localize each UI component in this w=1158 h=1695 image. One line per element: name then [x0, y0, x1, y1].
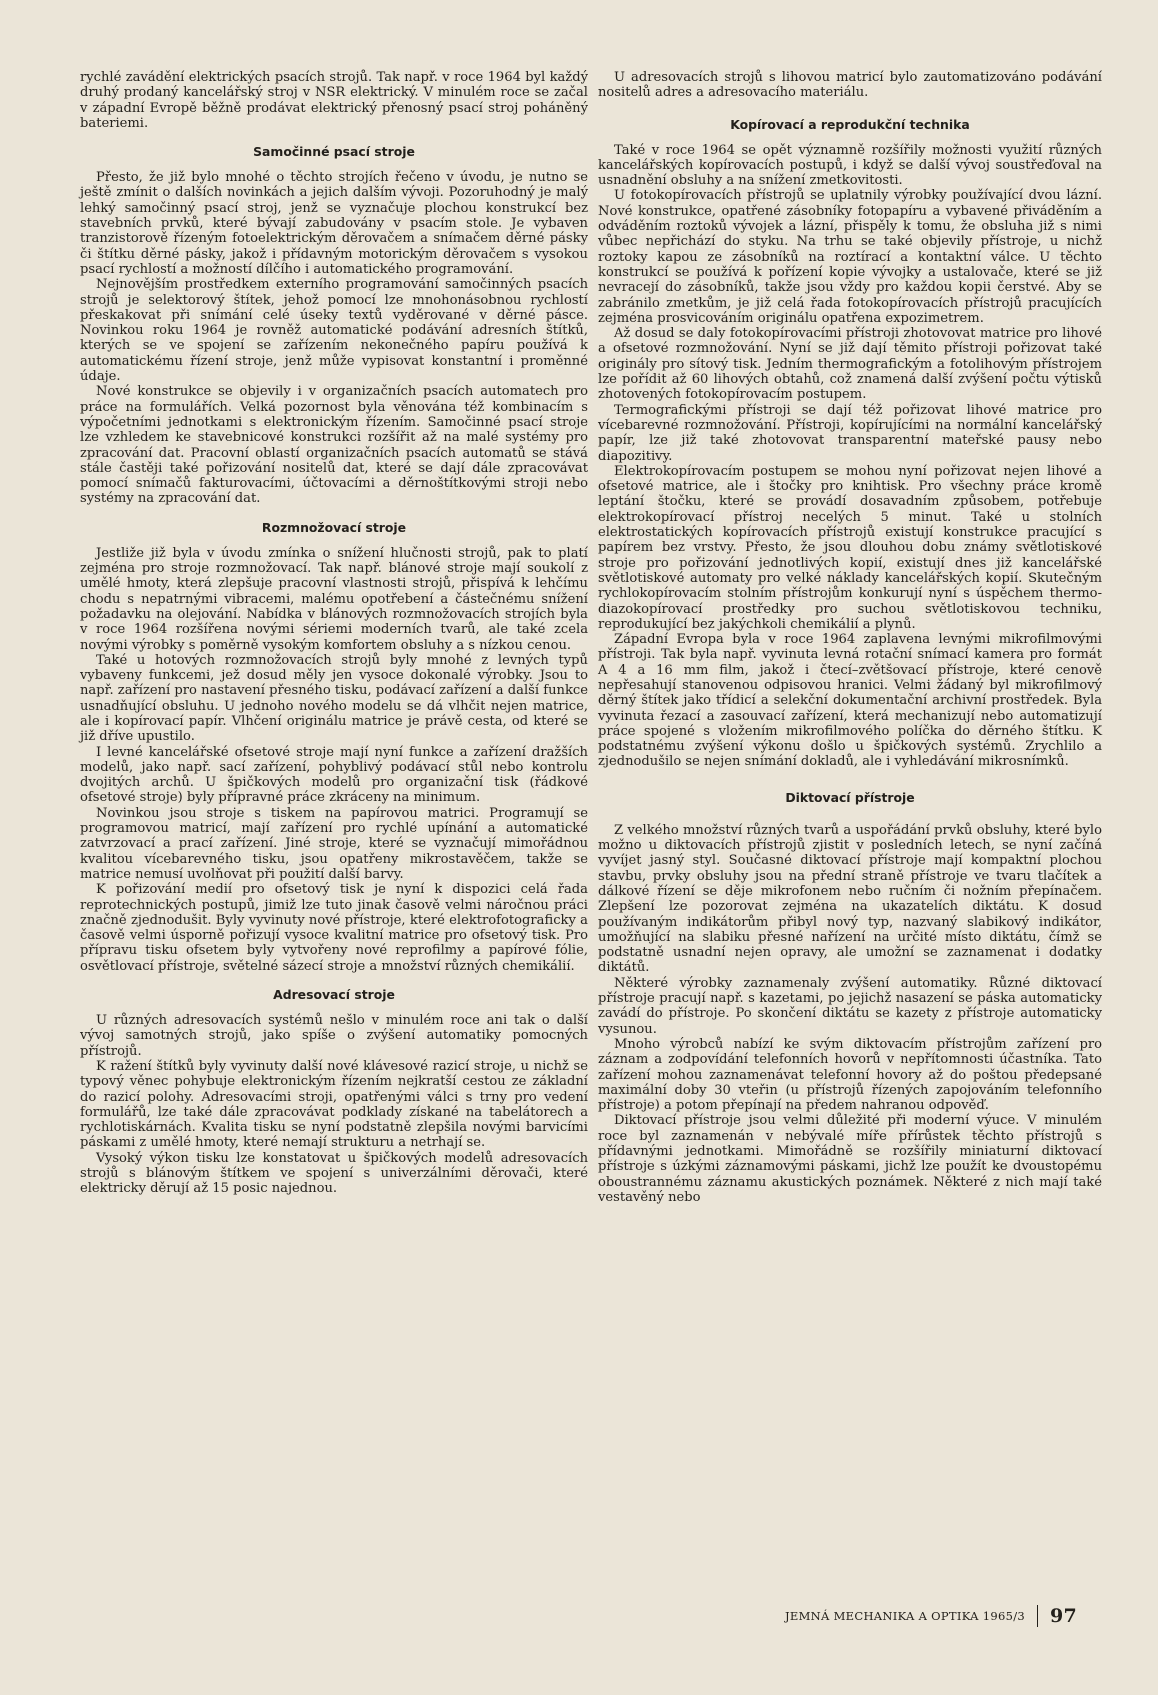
paragraph: Přesto, že již bylo mnohé o těchto strojích řečeno v úvodu, je nutno se ještě zmínit o dalších novinkách a jejich dalším vývoji. Pozoruhodný je malý lehký samočinný psací stroj, jenž se vyznačuje plochou konstrukcí bez stavebních prvků, které bývají zabudovány v psacím stole. Je vybaven tranzistorově řízeným fotoelektrickým děrovačem a snímačem děrné pásky či štítku děrné pásky, jakož i přídavným motorickým děrovačem s vysokou psací rychlostí a možností dílčího i automatického programování.: [80, 170, 588, 277]
footer-divider: [1037, 1605, 1038, 1627]
paragraph: Až dosud se daly fotokopírovacími přístroji zhotovovat matrice pro lihové a ofsetové rozmnožování. Nyní se již dají těmito přístroji pořizovat také originály pro sítový tisk. Jedním thermografickým a fotolihovým přístrojem lze pořídit až 60 lihových obtahů, což znamená další zvýšení počtu výtisků zhotovených fotokopírovacím postupem.: [598, 326, 1102, 403]
section-heading-samocinne: Samočinné psací stroje: [253, 144, 415, 160]
paragraph: U různých adresovacích systémů nešlo v minulém roce ani tak o další vývoj samotných strojů, jako spíše o zvýšení automatiky pomocných přístrojů.: [80, 1013, 588, 1059]
paragraph: Také u hotových rozmnožovacích strojů byly mnohé z levných typů vybaveny funkcemi, jež dosud měly jen vysoce dokonalé výrobky. Jsou to např. zařízení pro nastavení přesného tisku, podávací zařízení a další funkce usnadňující obsluhu. U jednoho nového modelu se dá vlhčit nejen matrice, ale i kopírovací papír. Vlhčení originálu matrice je právě cesta, od které se již dříve upustilo.: [80, 652, 588, 745]
paragraph: I levné kancelářské ofsetové stroje mají nyní funkce a zařízení dražších modelů, jako např. sací zařízení, pohyblivý podávací stůl nebo kontrolu dvojitých archů. U špičkových modelů pro organizační tisk (řádkové ofsetové stroje) byly přípravné práce zkráceny na minimum.: [80, 744, 588, 806]
paragraph: Elektrokopírovacím postupem se mohou nyní pořizovat nejen lihové a ofsetové matrice, ale i štočky pro knihtisk. Pro všechny práce kromě leptání štočku, které se provádí dosavadním způsobem, potřebuje elektrokopírovací přístroj necelých 5 minut. Také u stolních elektrostatických kopírovacích přístrojů existují konstrukce pracující s papírem bez vrstvy. Přesto, že jsou dlouhou dobu známy světlotiskové stroje pro pořizování jednotlivých kopií, existují dnes již kancelářské světlotiskové automaty pro velké náklady kancelářských kopií. Skutečným rychlokopírovacím stolním přístrojům konkurují nyní s úspěchem thermo-diazokopírovací prostředky pro suchou světlotiskovou techniku, reprodukující bez jakýchkoli chemikálií a plynů.: [598, 463, 1102, 632]
paragraph: Jestliže již byla v úvodu zmínka o snížení hlučnosti strojů, pak to platí zejména pro stroje rozmnožovací. Tak např. blánové stroje mají soukolí z umělé hmoty, která zlepšuje pracovní vlastnosti strojů, přispívá k lehčímu chodu s nepatrnými vibracemi, malému opotřebení a částečnému snížení požadavku na olejování. Nabídka v blánových rozmnožovacích strojích byla v roce 1964 rozšířena novými sériemi moderních tvarů, ale také zcela novými výrobky s poměrně vysokým komfortem obsluhy a s nízkou cenou.: [80, 545, 588, 653]
paragraph: Nové konstrukce se objevily i v organizačních psacích automatech pro práce na formulářích. Velká pozornost byla věnována též kombinacím s výpočetními jednotkami s elektronickým řízením. Samočinné psací stroje lze vzhledem ke stavebnicové konstrukci rozšířit až na malé systémy pro zpracování dat. Pracovní oblastí organizačních psacích automatů se stává stále častěji také pořizování nositelů dat, které se dají dále zpracovávat pomocí snímačů fakturovacími, účtovacími a děrnoštítkovými stroji nebo systémy na zpracování dat.: [80, 384, 588, 507]
paragraph: Také v roce 1964 se opět významně rozšířily možnosti využití různých kancelářských kopírovacích postupů, i když se další vývoj soustřeďoval na usnadnění obsluhy a na snížení zmetkovitosti.: [598, 142, 1102, 189]
paragraph: Z velkého množství různých tvarů a uspořádání prvků obsluhy, které bylo možno u diktovacích přístrojů zjistit v posledních letech, se nyní začíná vyvíjet jasný styl. Současné diktovací přístroje mají kompaktní plochou stavbu, prvky obsluhy jsou na přední straně přístroje ve tvaru tlačítek a dálkové řízení se děje mikrofonem nebo ručním či nožním přepínačem. Zlepšení lze pozorovat zejména na ukazatelích diktátu. K dosud používaným indikátorům přibyl nový typ, nazvaný slabikový indikátor, umožňující na slabiku přesné nařízení na určité místo diktátu, čímž se podstatně usnadní nejen opravy, ale umožní se zaznamenat i dodatky diktátů.: [598, 822, 1102, 976]
paragraph: Některé výrobky zaznamenaly zvýšení automatiky. Různé diktovací přístroje pracují např. s kazetami, po jejichž nasazení se páska automaticky zavádí do přístroje. Po skončení diktátu se kazety z přístroje automaticky vysunou.: [598, 975, 1102, 1037]
paragraph: U adresovacích strojů s lihovou matricí bylo zautomatizováno podávání nositelů adres a adresovacího materiálu.: [598, 70, 1102, 101]
paragraph: Západní Evropa byla v roce 1964 zaplavena levnými mikrofilmovými přístroji. Tak byla např. vyvinuta levná rotační snímací kamera pro formát A 4 a 16 mm film, jakož i čtecí–zvětšovací přístroje, které cenově nepřesahují stanovenou odpisovou hranici. Velmi žádaný byl mikrofilmový děrný štítek jako třídicí a selekční dokumentační archivní prostředek. Byla vyvinuta řezací a zasouvací zařízení, která mechanizují nebo automatizují práce spojené s vložením mikrofilmového políčka do děrného štítku. K podstatnému zvýšení výkonu došlo u špičkových systémů. Zrychlilo a zjednodušilo se nejen snímání dokladů, ale i vyhledávání mikrosnímků.: [598, 632, 1102, 770]
paragraph: Nejnovějším prostředkem externího programování samočinných psacích strojů je selektorový štítek, jehož pomocí lze mnohonásobnou rychlostí přeskakovat při snímání celé úseky textů vyděrované v děrné pásce. Novinkou roku 1964 je rovněž automatické podávání adresních štítků, kterých se ve spojení se zařízením nekonečného papíru používá k automatickému řízení stroje, jenž může vypisovat konstantní i proměnné údaje.: [80, 277, 588, 385]
paragraph: Vysoký výkon tisku lze konstatovat u špičkových modelů adresovacích strojů s blánovým štítkem ve spojení s univerzálními děrovači, které elektricky děrují až 15 posic najednou.: [80, 1150, 588, 1197]
paragraph: K ražení štítků byly vyvinuty další nové klávesové razicí stroje, u nichž se typový věnec pohybuje elektronickým řízením nejkratší cestou ze základní do razicí polohy. Adresovacími stroji, opatřenými válci s trny pro vedení formulářů, lze také dále zpracovávat podklady získané na tabelátorech a rychlotiskárnách. Kvalita tisku se nyní podstatně zlepšila novými barvicími páskami z umělé hmoty, které nemají strukturu a netrhají se.: [80, 1058, 588, 1151]
section-heading-adresovaci: Adresovací stroje: [273, 987, 395, 1003]
paragraph: Novinkou jsou stroje s tiskem na papírovou matrici. Programují se programovou matricí, mají zařízení pro rychlé upínání a automatické zatvrzovací a prací zařízení. Jiné stroje, které se vyznačují mimořádnou kvalitou vícebarevného tisku, jsou opatřeny mikrostavěčem, takže se matrice nemusí uvolňovat při použití další barvy.: [80, 805, 588, 882]
paragraph: rychlé zavádění elektrických psacích strojů. Tak např. v roce 1964 byl každý druhý prodaný kancelářský stroj v NSR elektrický. V minulém roce se začal v západní Evropě běžně prodávat elektrický přenosný psací stroj poháněný bateriemi.: [80, 70, 588, 131]
paragraph: K pořizování medií pro ofsetový tisk je nyní k dispozici celá řada reprotechnických postupů, jimiž lze tuto jinak časově velmi náročnou práci značně zjednodušit. Byly vyvinuty nové přístroje, které elektrofotograficky a časově velmi úsporně pořizují vysoce kvalitní matrice pro ofsetový tisk. Pro přípravu tisku ofsetem byly vytvořeny nové reprofilmy a papírové fólie, osvětlovací přístroje, světelné sázecí stroje a množství různých chemikálií.: [80, 882, 588, 974]
paragraph: Diktovací přístroje jsou velmi důležité při moderní výuce. V minulém roce byl zaznamenán v nebývalé míře přírůstek těchto přístrojů s přídavnými jednotkami. Mimořádně se rozšířily miniaturní diktovací přístroje s úzkými záznamovými páskami, jichž lze použít ke dvoustopému oboustrannému záznamu akustických poznámek. Některé z nich mají také vestavěný nebo: [598, 1113, 1102, 1205]
paragraph: U fotokopírovacích přístrojů se uplatnily výrobky používající dvou lázní. Nové konstrukce, opatřené zásobníky fotopapíru a vybavené přiváděním a odváděním roztoků vývojek a lázní, přispěly k tomu, že obsluha již s nimi vůbec nepřichází do styku. Na trhu se také objevily přístroje, u nichž roztoky kapou ze zásobníků na roztírací a kontaktní válce. U těchto konstrukcí se používá k pořízení kopie vývojky a ustalovače, které se již nevracejí do zásobníků, takže jsou vždy pro každou kopii čerstvé. Aby se zabránilo zmetkům, je již celá řada fotokopírovacích přístrojů pracujících zejména prosvicováním originálu opatřena expozimetrem.: [598, 188, 1102, 326]
section-heading-rozmnozovaci: Rozmnožovací stroje: [261, 519, 407, 535]
journal-title: JEMNÁ MECHANIKA A OPTIKA 1965/3: [785, 1609, 1025, 1623]
left-column: [80, 70, 588, 1197]
page-footer: [785, 1605, 1077, 1627]
right-column: [598, 70, 1102, 1205]
section-heading-kopirovaci: Kopírovací a reprodukční technika: [730, 116, 970, 132]
paragraph: Mnoho výrobců nabízí ke svým diktovacím přístrojům zařízení pro záznam a zodpovídání telefonních hovorů v nepřítomnosti účastníka. Tato zařízení mohou zaznamenávat telefonní hovory až do poštou předepsané maximální doby 30 vteřin (u přístrojů řízených zapojováním telefonního přístroje) a potom přepínají na předem nahranou odpověď.: [598, 1036, 1102, 1114]
page-number: 97: [1049, 1605, 1078, 1627]
section-heading-diktovaci: Diktovací přístroje: [785, 789, 915, 805]
paragraph: Termografickými přístroji se dají též pořizovat lihové matrice pro vícebarevné rozmnožování. Přístroji, kopírujícími na normální kancelářský papír, lze již také zhotovovat transparentní mateřské pausy nebo diapozitivy.: [598, 402, 1102, 464]
